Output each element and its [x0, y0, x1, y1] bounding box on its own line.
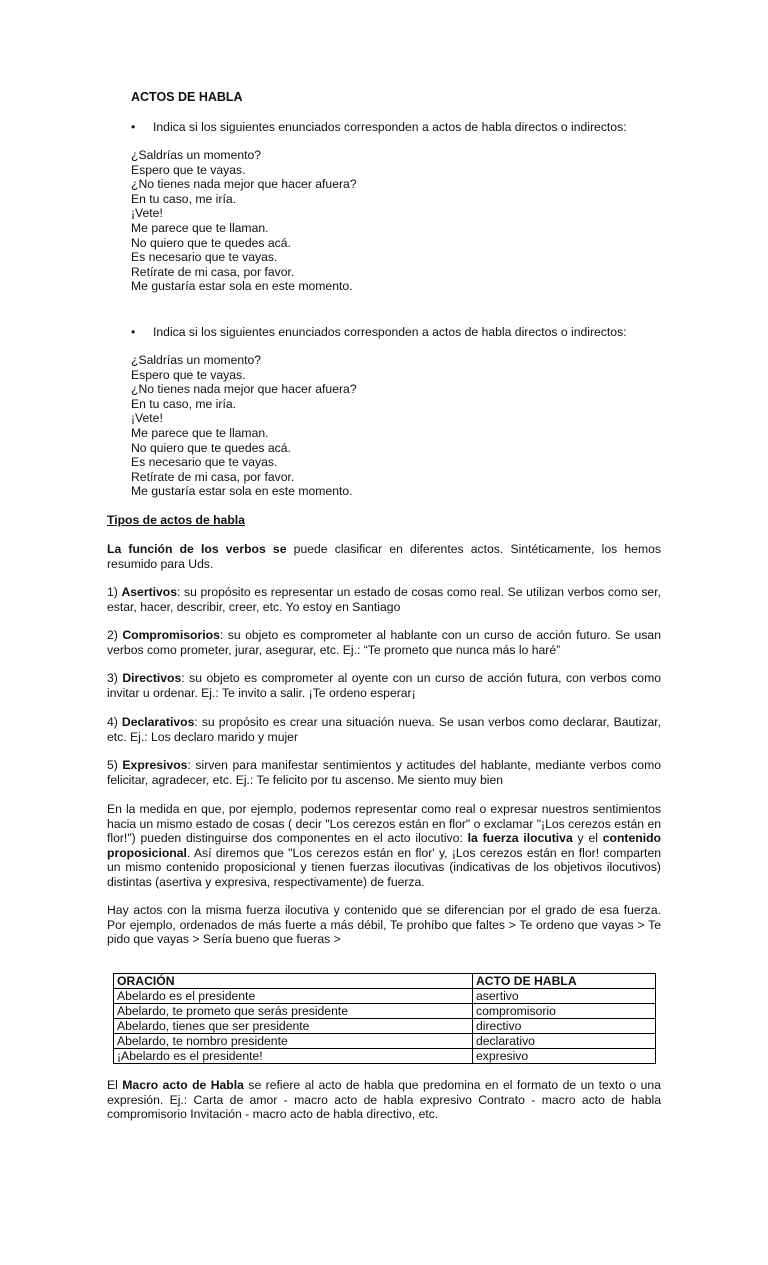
exercise-instruction: • Indica si los siguientes enunciados corresponden a actos de habla directos o indirectos:	[131, 120, 627, 134]
table-cell: expresivo	[473, 1049, 656, 1064]
table-row	[114, 1034, 656, 1049]
exercise-instruction: • Indica si los siguientes enunciados corresponden a actos de habla directos o indirectos:	[131, 325, 627, 339]
list-item: En tu caso, me iría.	[131, 396, 236, 411]
table-cell: Abelardo, te prometo que serás presidente	[114, 1004, 473, 1019]
list-item: Espero que te vayas.	[131, 367, 246, 382]
speech-acts-table	[113, 973, 656, 1064]
list-item: Es necesario que te vayas.	[131, 455, 278, 470]
type-item-directivos: 3) Directivos: su objeto es comprometer al oyente con un curso de acción futura, con verbos como invitar u ordenar. Ej.: Te invito a salir. ¡Te ordeno esperar¡	[107, 671, 662, 700]
table-header-row	[114, 974, 656, 989]
sentence-list	[131, 353, 357, 499]
list-item: Me gustaría estar sola en este momento.	[131, 279, 353, 294]
document-title: ACTOS DE HABLA	[131, 90, 243, 104]
list-item: Me parece que te llaman.	[131, 220, 269, 235]
table-cell: asertivo	[473, 989, 656, 1004]
type-item-expresivos: 5) Expresivos: sirven para manifestar sentimientos y actitudes del hablante, mediante verbos como felicitar, agradecer, etc. Ej.: Te felicito por tu ascenso. Me siento muy bien	[107, 758, 661, 787]
list-item: En tu caso, me iría.	[131, 191, 236, 206]
intro-paragraph: La función de los verbos se puede clasificar en diferentes actos. Sintéticamente, los hemos resumido para Uds.	[107, 542, 661, 571]
type-item-declarativos: 4) Declarativos: su propósito es crear una situación nueva. Se usan verbos como declarar, Bautizar, etc. Ej.: Los declaro marido y mujer	[107, 715, 661, 744]
list-item: No quiero que te quedes acá.	[131, 235, 291, 250]
sentence-list	[131, 148, 357, 294]
table-cell: compromisorio	[473, 1004, 656, 1019]
fuerza-paragraph: En la medida en que, por ejemplo, podemos representar como real o expresar nuestros sentimientos hacia un mismo estado de cosas ( decir "Los cerezos están en flor" o exclamar "¡Los cerezos están en flor!") pueden distinguirse dos componentes en el acto ilocutivo: la fuerza ilocutiva y el contenido proposicional. Así diremos que "Los cerezos están en flor' y, ¡Los cerezos están en flor! comparten un mismo contenido proposicional y tienen fuerzas ilocutivas (indicativas de los objetivos ilocutivos) distintas (asertiva y expresiva, respectivamente) de fuerza.	[107, 802, 661, 889]
grado-paragraph: Hay actos con la misma fuerza ilocutiva y contenido que se diferencian por el grado de esa fuerza. Por ejemplo, ordenados de más fuerte a más débil, Te prohíbo que faltes > Te ordeno que vayas > Te pido que vayas > Sería bueno que fueras >	[107, 903, 661, 947]
list-item: Retírate de mi casa, por favor.	[131, 264, 295, 279]
list-item: ¿Saldrías un momento?	[131, 148, 262, 162]
column-header-oracion: ORACIÓN	[114, 974, 473, 989]
list-item: ¿No tienes nada mejor que hacer afuera?	[131, 382, 357, 397]
table-cell: Abelardo, te nombro presidente	[114, 1034, 473, 1049]
table-cell: declarativo	[473, 1034, 656, 1049]
list-item: Es necesario que te vayas.	[131, 250, 278, 265]
list-item: No quiero que te quedes acá.	[131, 440, 291, 455]
type-item-asertivos: 1) Asertivos: su propósito es representar un estado de cosas como real. Se utilizan verbos como ser, estar, hacer, describir, creer, etc. Yo estoy en Santiago	[107, 585, 661, 614]
list-item: Espero que te vayas.	[131, 162, 246, 177]
type-item-compromisorios: 2) Compromisorios: su objeto es comprometer al hablante con un curso de acción futuro. Se usan verbos como prometer, jurar, asegurar, etc. Ej.: “Te prometo que nunca más lo haré”	[107, 628, 661, 657]
table-cell: Abelardo es el presidente	[114, 989, 473, 1004]
table-cell: directivo	[473, 1019, 656, 1034]
list-item: Me gustaría estar sola en este momento.	[131, 484, 353, 499]
table-row	[114, 1019, 656, 1034]
bullet-icon: •	[131, 120, 136, 134]
table-row	[114, 1004, 656, 1019]
list-item: ¡Vete!	[131, 411, 163, 426]
table-cell: Abelardo, tienes que ser presidente	[114, 1019, 473, 1034]
list-item: Me parece que te llaman.	[131, 425, 269, 440]
section-heading: Tipos de actos de habla	[107, 513, 245, 527]
list-item: ¡Vete!	[131, 206, 163, 221]
bullet-icon: •	[131, 325, 136, 339]
table-cell: ¡Abelardo es el presidente!	[114, 1049, 473, 1064]
column-header-acto: ACTO DE HABLA	[473, 974, 656, 989]
list-item: ¿No tienes nada mejor que hacer afuera?	[131, 177, 357, 192]
macro-paragraph: El Macro acto de Habla se refiere al acto de habla que predomina en el formato de un texto o una expresión. Ej.: Carta de amor - macro acto de habla expresivo Contrato - macro acto de habla compromisorio Invitación - macro acto de habla directivo, etc.	[107, 1078, 661, 1122]
table-row	[114, 1049, 656, 1064]
list-item: ¿Saldrías un momento?	[131, 353, 262, 367]
list-item: Retírate de mi casa, por favor.	[131, 469, 295, 484]
table-row	[114, 989, 656, 1004]
